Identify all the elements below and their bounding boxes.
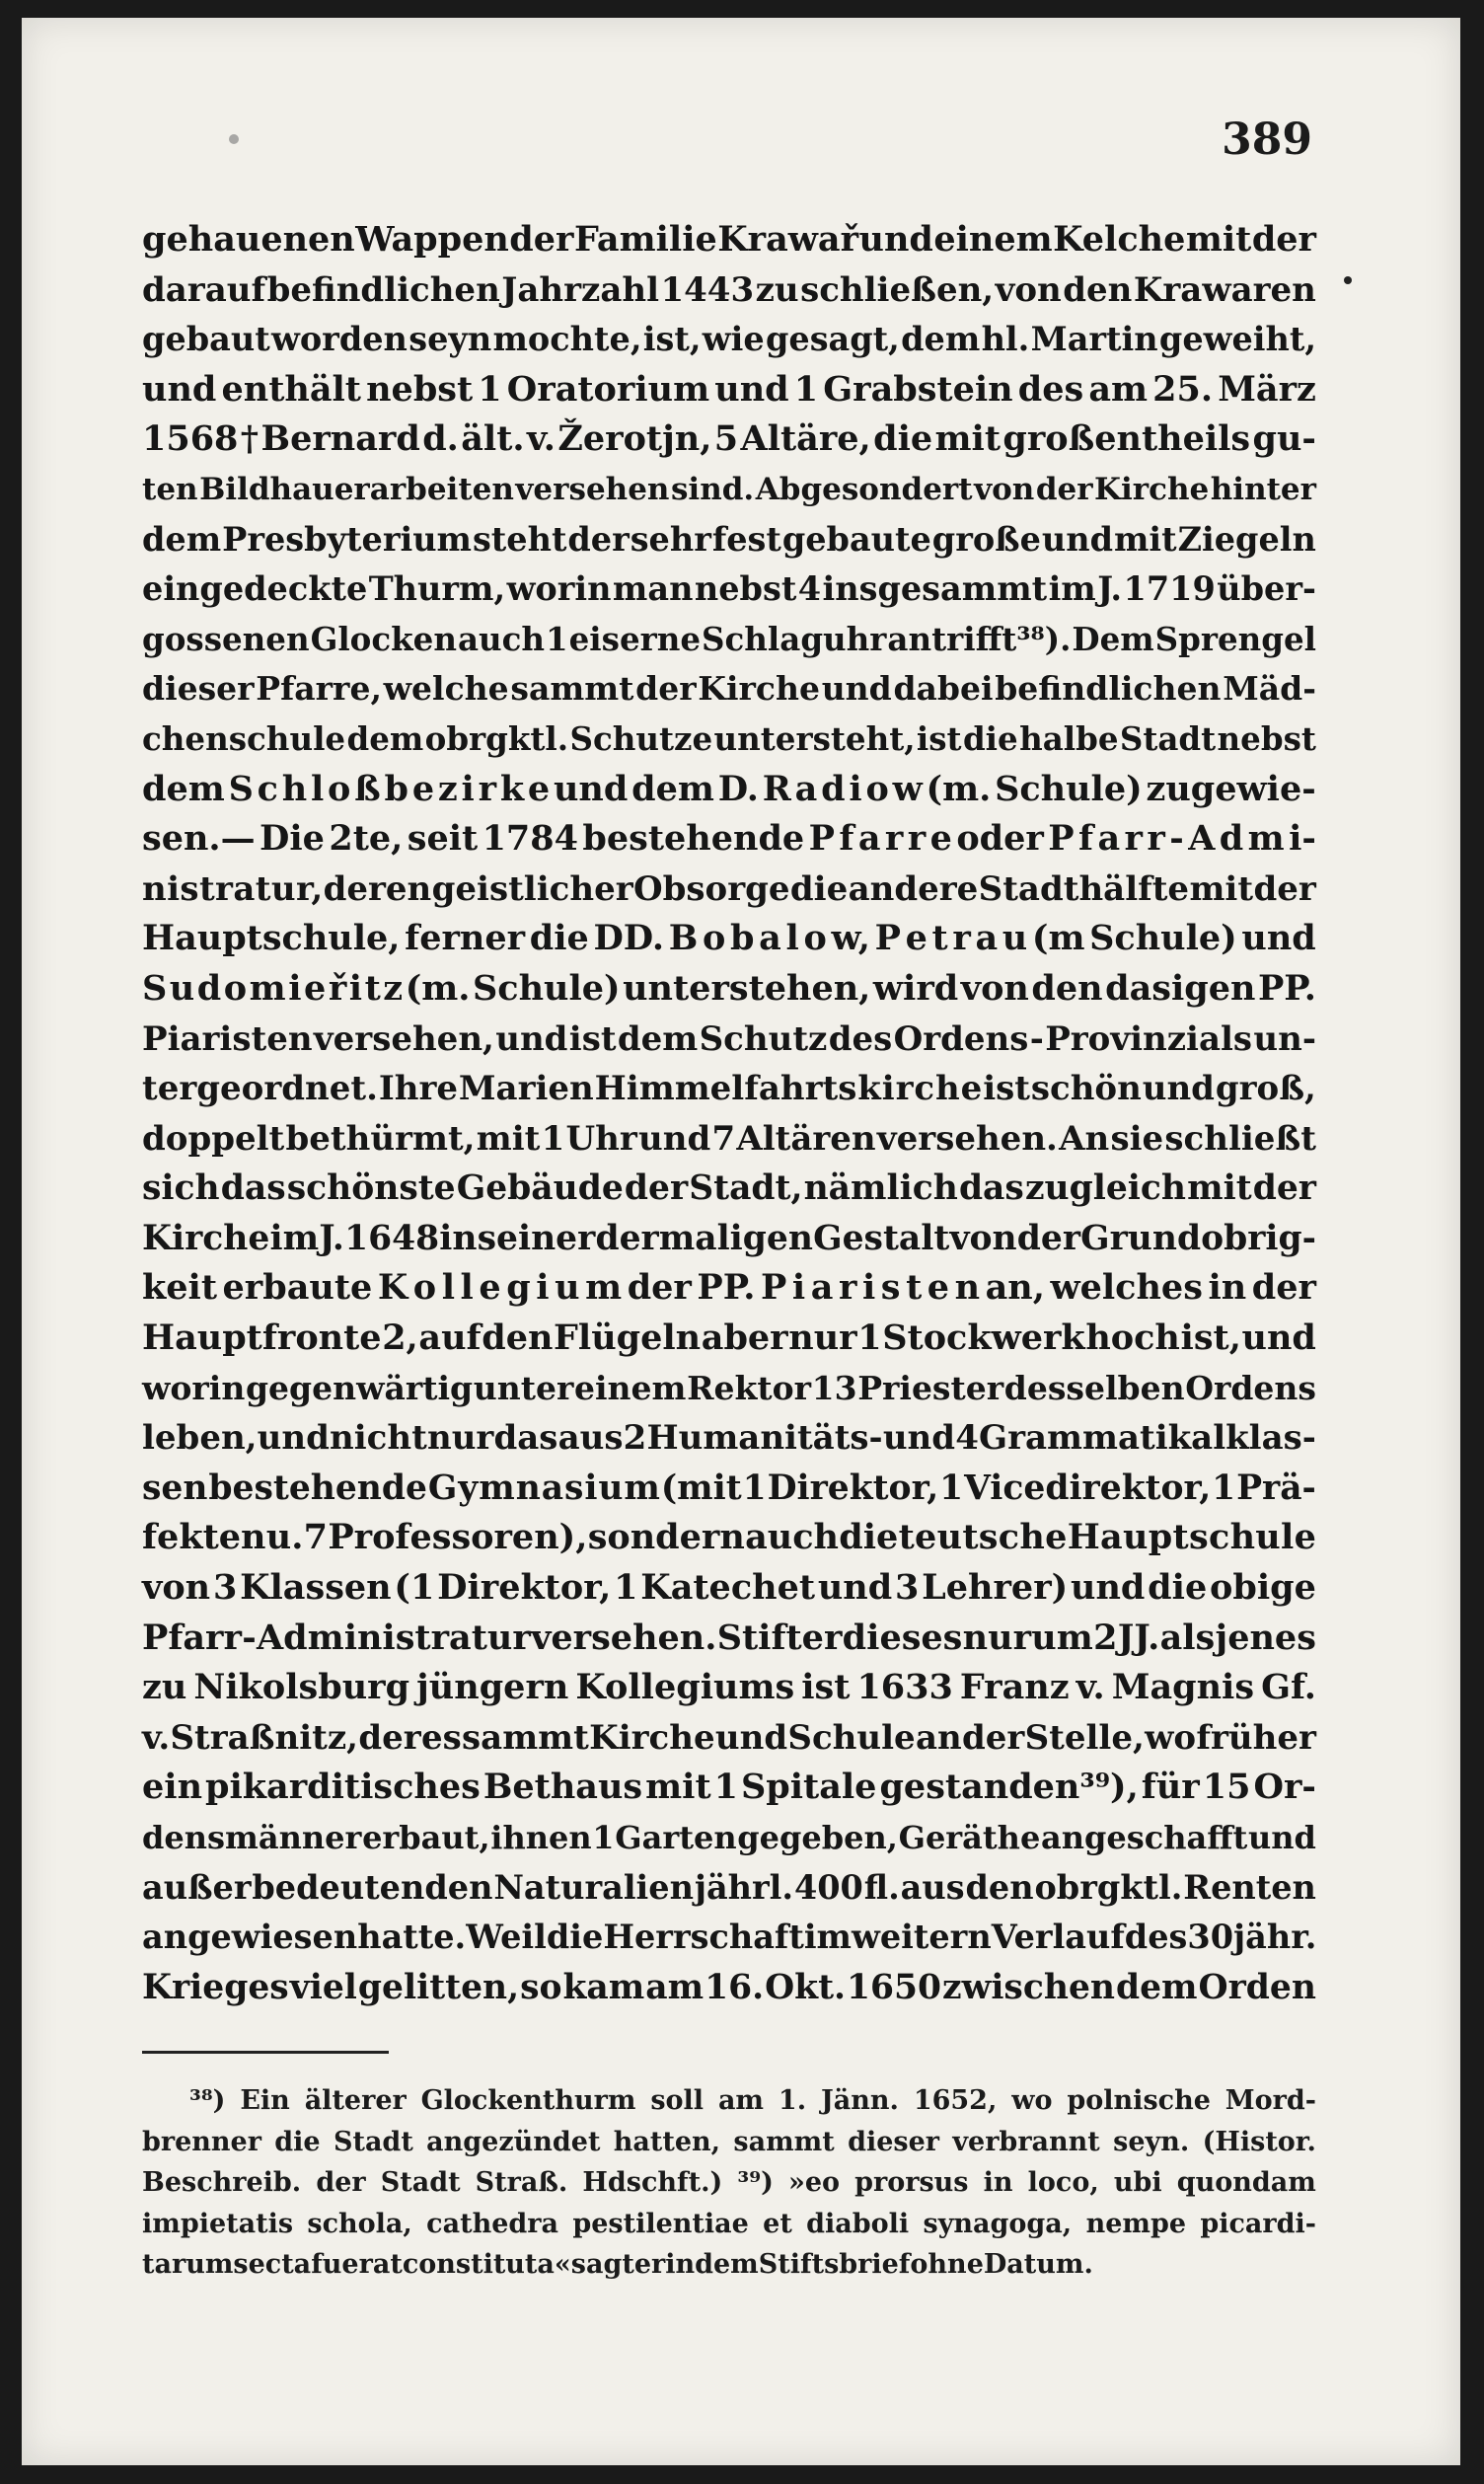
text-line: leben, und nicht nur das aus 2 Humanitäts- und 4 Grammatikalklas- [142, 1418, 1316, 1459]
text-line: fekten u. 7 Professoren), sondern auch die t e u t s c h e H a u p t s c h u l e [142, 1517, 1316, 1558]
text-line: v. Straßnitz, der es sammt Kirche und Schule an der Stelle, wo früher [142, 1717, 1316, 1758]
text-line: sich das schönste Gebäude der Stadt, nämlich das zugleich mit der [142, 1168, 1316, 1209]
page-number: 389 [1222, 114, 1312, 165]
footnotes [142, 2080, 1316, 2286]
text-line: n i s t r a t u r, deren geistlicher Obsorge die andere Stadthälfte mit der [142, 868, 1316, 909]
text-line: gehauenen Wappen der Familie Krawař und einem Kelche mit der [142, 219, 1316, 260]
text-line: Hauptschule, ferner die DD. B o b a l o w, P e t r a u (m Schule) und [142, 918, 1316, 959]
text-line: doppelt bethürmt, mit 1 Uhr und 7 Altären versehen. An sie schließt [142, 1118, 1316, 1159]
text-line: sen bestehende G y m n a s i u m (mit 1 Direktor, 1 Vicedirektor, 1 Prä- [142, 1468, 1316, 1508]
text-line: eingedeckte Thurm, worin man nebst 4 insgesammt im J. 1719 über- [142, 569, 1316, 609]
text-line: tergeordnet. Ihre Marien Himmelfahrts k i r c h e ist schön und groß, [142, 1069, 1316, 1109]
text-line: chenschule dem obrgktl. Schutze untersteht, ist die halbe Stadt nebst [142, 718, 1316, 758]
footnote-line: Beschreib. der Stadt Straß. Hdschft.) ³⁹) »eo prorsus in loco, ubi quondam [142, 2167, 1316, 2198]
ink-dot [1344, 276, 1352, 284]
text-line: ten Bildhauerarbeiten versehen sind. Abgesondert von der Kirche hinter [142, 471, 1316, 507]
text-line: densmänner erbaut, ihnen 1 Garten gegeben, Geräthe angeschafft und [142, 1819, 1316, 1856]
text-line: ein pikarditisches Bethaus mit 1 Spitale gestanden³⁹), für 15 Or- [142, 1767, 1316, 1808]
text-line: und enthält nebst 1 Oratorium und 1 Grabstein des am 25. März [142, 368, 1316, 410]
footnote-line: ³⁸) Ein älterer Glockenthurm soll am 1. Jänn. 1652, wo polnische Mord- [189, 2085, 1316, 2116]
text-line: darauf befindlichen Jahrzahl 1443 zu schließen, von den Krawaren [142, 269, 1316, 310]
text-line: angewiesen hatte. Weil die Herrschaft im weitern Verlauf des 30jähr. [142, 1918, 1317, 1957]
text-line: gebaut worden seyn mochte, ist, wie gesagt, dem hl. Martin geweiht, [142, 320, 1316, 359]
text-line: dem S c h l o ß b e z i r k e und dem D. R a d i o w (m. Schule) zugewie- [142, 768, 1316, 809]
text-line: von 3 Klassen (1 Direktor, 1 Katechet und 3 Lehrer) und die obige [142, 1567, 1316, 1609]
body-text [142, 215, 1316, 2012]
text-line: Piaristen versehen, und ist dem Schutz des Ordens - Provinzials un- [142, 1018, 1316, 1059]
text-line: zu Nikolsburg jüngern Kollegiums ist 1633 Franz v. Magnis Gf. [142, 1667, 1316, 1708]
text-line: Kirche im J. 1648 in seiner dermaligen Gestalt von der Grundobrig- [142, 1218, 1316, 1258]
paper-stain [229, 134, 239, 144]
footnote-separator [142, 2051, 389, 2054]
book-page [22, 18, 1460, 2465]
text-line: außer bedeutenden Naturalien jährl. 400 fl. aus den obrgktl. Renten [142, 1867, 1316, 1907]
text-line: Hauptfronte 2, auf den Flügeln aber nur 1 Stockwerk hoch ist, und [142, 1317, 1316, 1359]
text-line: 1568 † Bernard d. ält. v. Žerotjn, 5 Altäre, die mit großentheils gu- [142, 418, 1316, 460]
text-line: dem Presbyterium steht der sehr fest gebaute große und mit Ziegeln [142, 519, 1316, 559]
text-line: worin gegenwärtig unter einem Rektor 13 Priester desselben Ordens [142, 1368, 1316, 1407]
text-line: Pfarr - Administratur versehen. Stifter dieses nur um 2 JJ. als jenes [142, 1617, 1316, 1658]
text-line: Krieges viel gelitten, so kam am 16. Okt. 1650 zwischen dem Orden [142, 1967, 1316, 2007]
text-line: S u d o m i e ř i t z (m. Schule) unterstehen, wird von den dasigen PP. [142, 967, 1316, 1009]
text-line: sen.— Die 2te, seit 1784 bestehende P f a r r e oder P f a r r - A d m i- [142, 818, 1316, 860]
text-line: keit erbaute K o l l e g i u m der PP. P i a r i s t e n an, welches in der [142, 1267, 1316, 1309]
footnote-line: brenner die Stadt angezündet hatten, sammt dieser verbrannt seyn. (Histor. [142, 2126, 1316, 2157]
text-line: gossenen Glocken auch 1 eiserne Schlaguhr antrifft³⁸). Dem Sprengel [142, 619, 1316, 658]
text-line: dieser Pfarre, welche sammt der Kirche und dabei befindlichen Mäd- [142, 669, 1316, 709]
footnote-line: impietatis schola, cathedra pestilentiae et diaboli synagoga, nempe picardi- [142, 2208, 1316, 2239]
footnote-line: tarum secta fuerat constituta« sagt er in dem Stiftsbrief ohne Datum. [142, 2249, 1093, 2280]
